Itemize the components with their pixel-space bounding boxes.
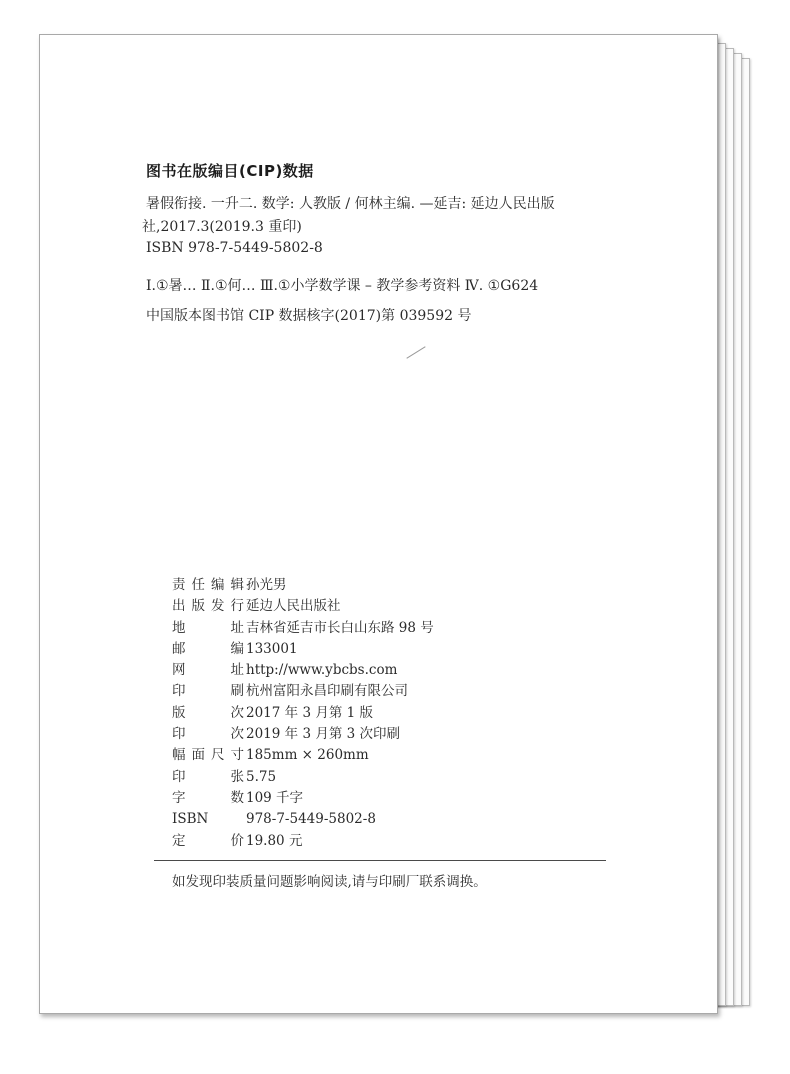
- divider-rule: [154, 860, 606, 861]
- cip-line-publish-date: 社,2017.3(2019.3 重印): [142, 219, 302, 235]
- cip-line-data-number: 中国版本图书馆 CIP 数据核字(2017)第 039592 号: [146, 308, 472, 324]
- colophon-row-address: [172, 618, 434, 639]
- colophon-value: 185mm × 260mm: [246, 747, 369, 764]
- colophon-label: 定价: [172, 832, 244, 849]
- colophon-row-publisher: [172, 596, 434, 617]
- colophon-label: 印刷: [172, 683, 244, 700]
- colophon-value: 2019 年 3 月第 3 次印刷: [246, 726, 400, 743]
- colophon-row-postcode: [172, 639, 434, 660]
- colophon-table: [172, 575, 434, 852]
- colophon-row-isbn: [172, 809, 434, 830]
- colophon-label: 责任编辑: [172, 577, 244, 593]
- colophon-row-printer: [172, 681, 434, 702]
- copyright-page: [39, 34, 718, 1014]
- colophon-label: 印张: [172, 768, 244, 785]
- colophon-row-format: [172, 745, 434, 766]
- colophon-label: 邮编: [172, 640, 244, 657]
- colophon-value: 延边人民出版社: [246, 598, 341, 615]
- colophon-value: 109 千字: [246, 789, 304, 806]
- colophon-value: 5.75: [246, 768, 277, 785]
- colophon-value: 133001: [246, 640, 298, 657]
- colophon-label: ISBN: [172, 811, 209, 828]
- colophon-label: 地址: [172, 619, 244, 636]
- colophon-row-sheets: [172, 767, 434, 788]
- cip-line-classification: Ⅰ.①暑… Ⅱ.①何… Ⅲ.①小学数学课 – 教学参考资料 Ⅳ. ①G624: [146, 278, 539, 294]
- colophon-row-editor: [172, 575, 434, 596]
- colophon-value: 吉林省延吉市长白山东路 98 号: [246, 619, 434, 636]
- colophon-row-price: [172, 831, 434, 852]
- quality-notice: 如发现印装质量问题影响阅读,请与印刷厂联系调换。: [172, 874, 487, 890]
- colophon-label: 幅面尺寸: [172, 747, 244, 764]
- colophon-label: 印次: [172, 726, 244, 743]
- cip-line-book-info: 暑假衔接. 一升二. 数学: 人教版 / 何林主编. —延吉: 延边人民出版: [146, 196, 555, 212]
- colophon-value: 孙光男: [246, 577, 287, 593]
- colophon-value: 杭州富阳永昌印刷有限公司: [246, 683, 408, 700]
- colophon-value: http://www.ybcbs.com: [246, 662, 398, 679]
- colophon-label: 网址: [172, 662, 244, 679]
- colophon-value: 978-7-5449-5802-8: [246, 811, 376, 828]
- colophon-label: 版次: [172, 704, 244, 721]
- colophon-row-edition: [172, 703, 434, 724]
- colophon-label: 字数: [172, 789, 244, 806]
- colophon-row-website: [172, 660, 434, 681]
- cip-title: 图书在版编目(CIP)数据: [146, 162, 314, 180]
- colophon-value: 2017 年 3 月第 1 版: [246, 704, 373, 721]
- colophon-label: 出版发行: [172, 598, 244, 615]
- colophon-row-word-count: [172, 788, 434, 809]
- colophon-value: 19.80 元: [246, 832, 303, 849]
- cip-line-isbn: ISBN 978-7-5449-5802-8: [146, 240, 323, 256]
- colophon-row-impression: [172, 724, 434, 745]
